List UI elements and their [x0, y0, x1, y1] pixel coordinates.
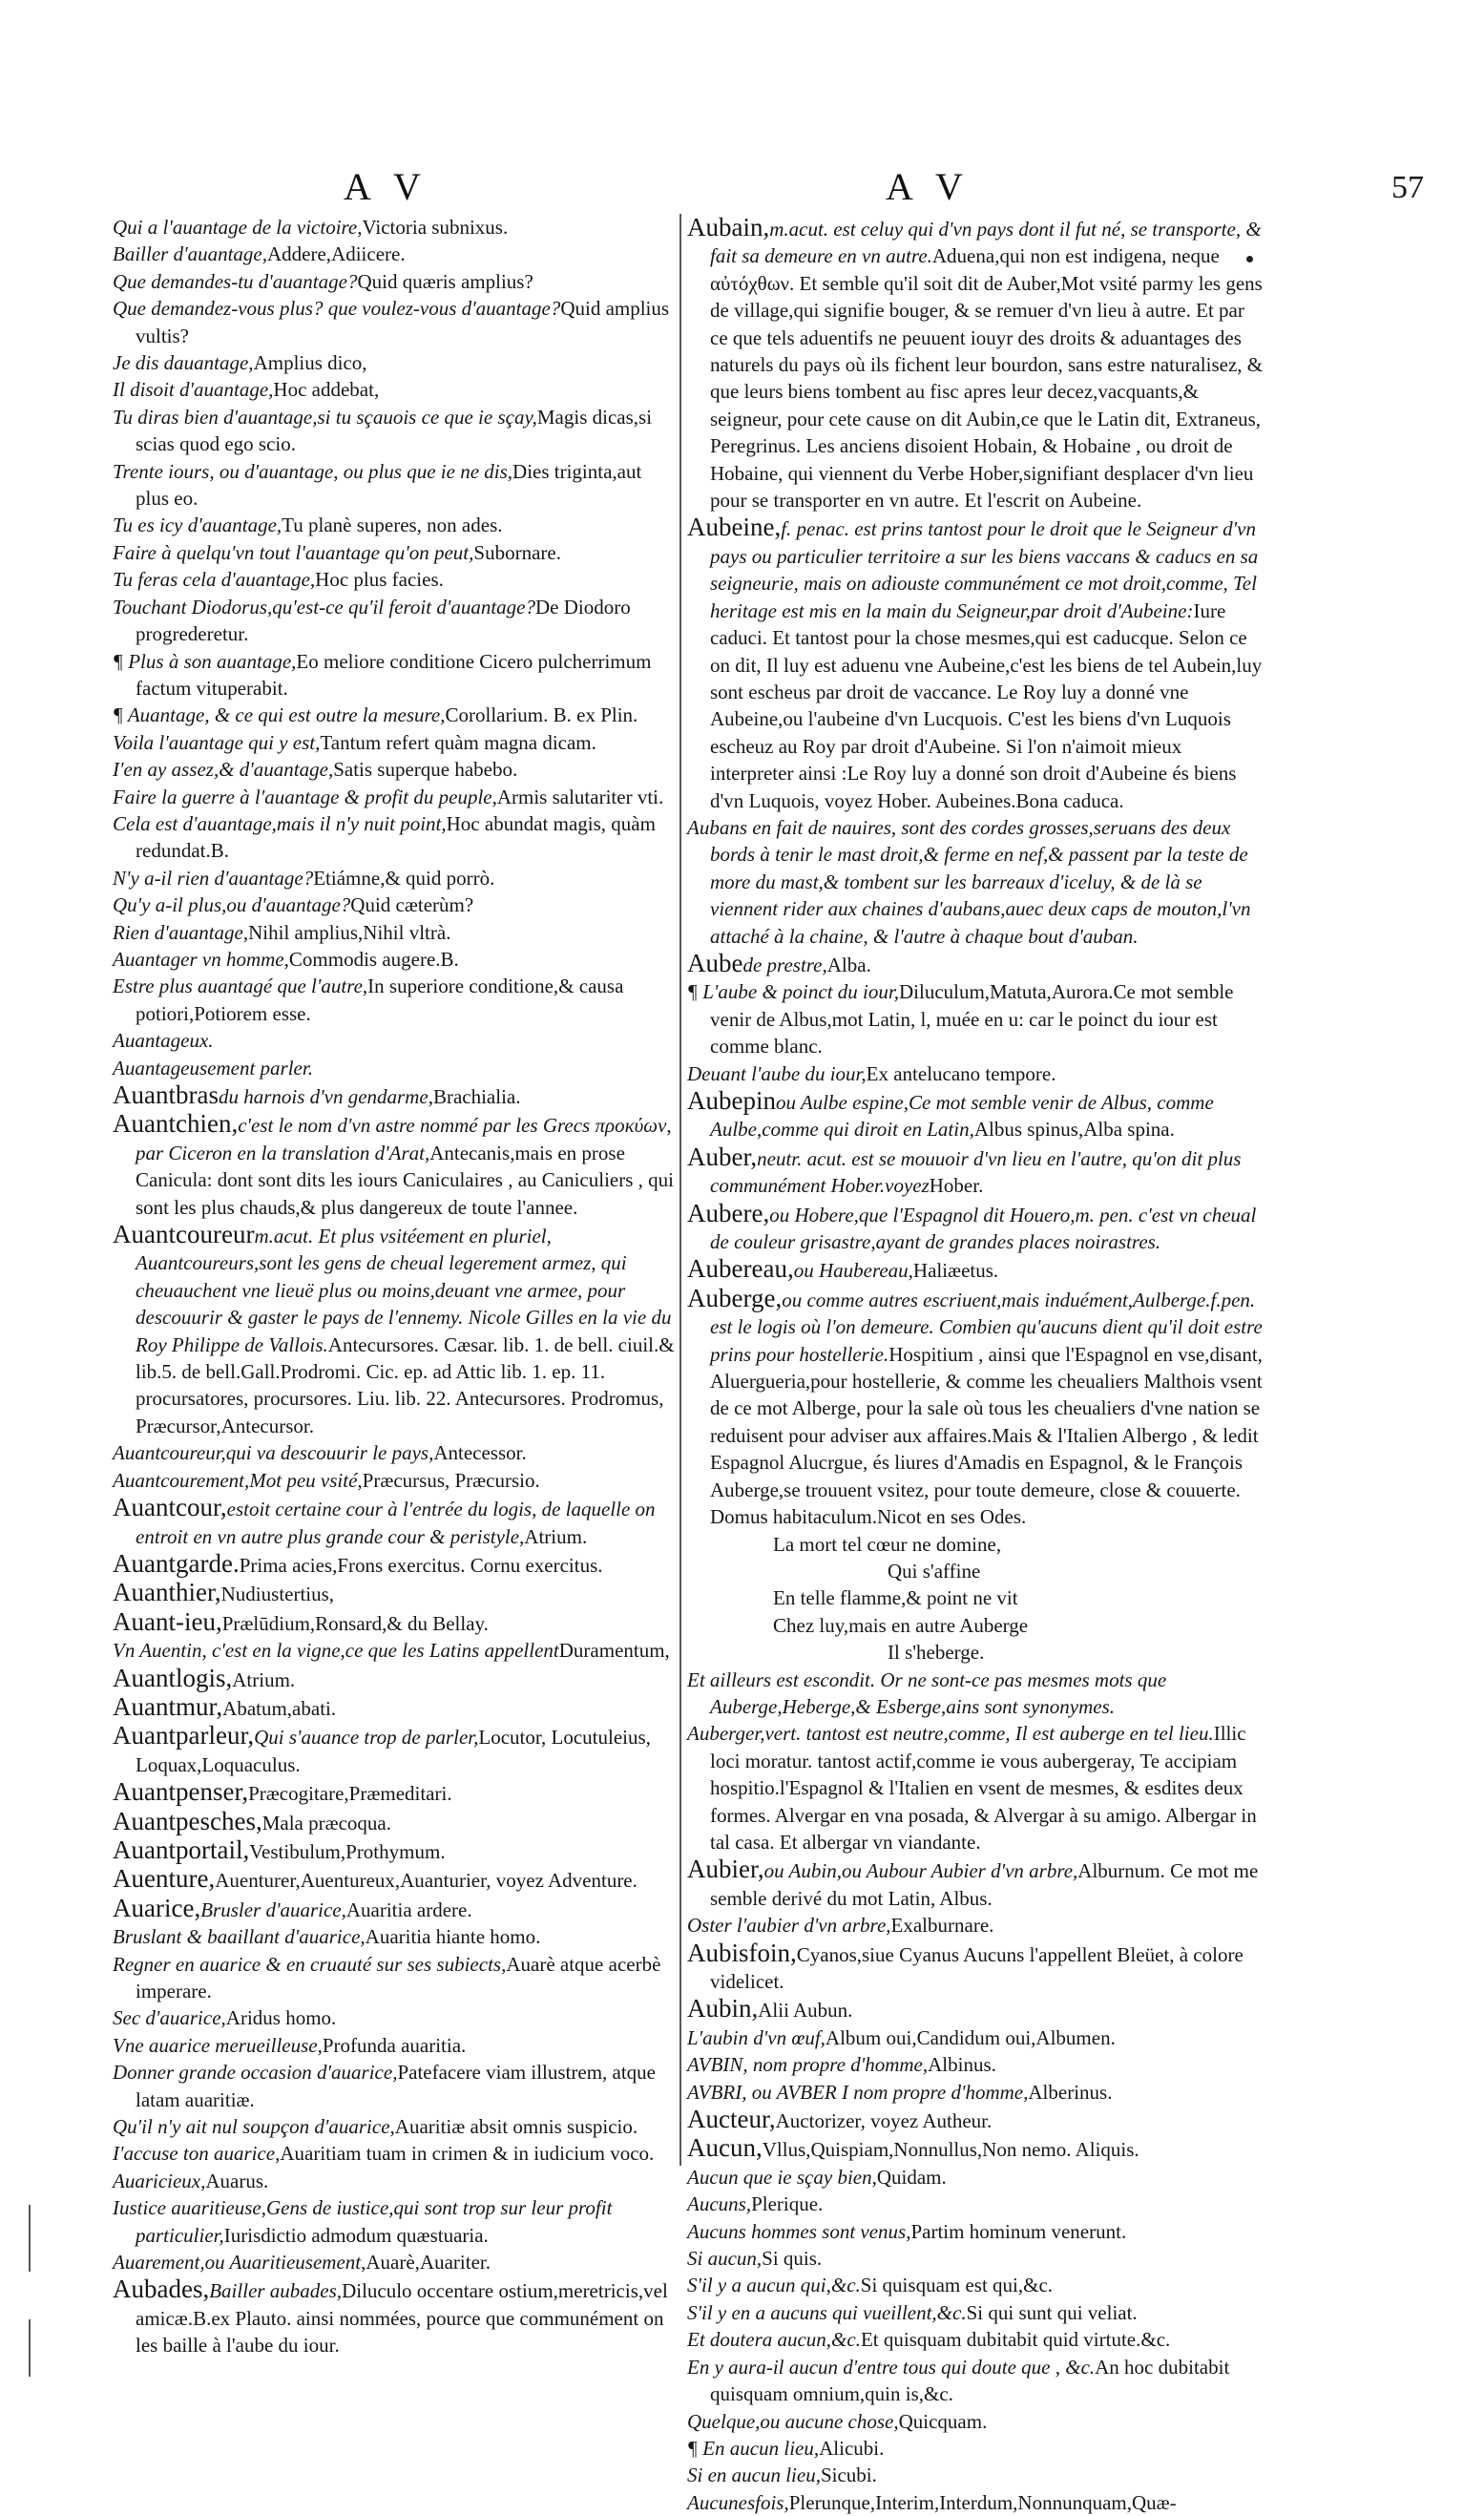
french-gloss: Estre plus auantagé que l'autre,: [113, 975, 368, 998]
dictionary-entry: [113, 2275, 678, 2359]
latin-gloss: Atrium.: [524, 1524, 588, 1548]
french-gloss: I'accuse ton auarice,: [113, 2142, 281, 2166]
french-gloss: Auantcoureur,qui va descouurir le pays,: [113, 1441, 434, 1465]
latin-gloss: Prima acies,Frons exercitus. Cornu exercitus.: [239, 1553, 603, 1577]
dictionary-entry: [687, 2024, 1265, 2051]
french-gloss: Et ailleurs est escondit. Or ne sont-ce pas mesmes mots que Auberge,Heberge,& Esberge,ains sont synonymes.: [687, 1667, 1167, 1718]
dictionary-entry: [113, 349, 678, 376]
headword: Auantcour,: [113, 1493, 227, 1522]
latin-gloss: An hoc dubitabit quisquam omnium,quin is,&c.: [710, 2355, 1230, 2406]
french-gloss: ¶ Auantage, & ce qui est outre la mesure,: [113, 703, 446, 727]
dictionary-entry: [687, 2051, 1265, 2078]
french-gloss: Auantageux.: [113, 1029, 214, 1053]
latin-gloss: Quidam.: [876, 2165, 947, 2189]
french-gloss: Que demandes-tu d'auantage?: [113, 269, 358, 293]
french-gloss: Tu es icy d'auantage,: [113, 514, 282, 537]
latin-gloss: Nudiustertius,: [220, 1583, 335, 1606]
dictionary-entry: [113, 1579, 678, 1607]
french-gloss: ou comme autres escriuent,mais induément,Aulberge.f.pen. est le logis où l'on demeure. Combien qu'aucuns dient qu'il doit estre prins pour hostellerie.: [710, 1288, 1263, 1366]
latin-gloss: De Diodoro progrederetur.: [136, 595, 631, 646]
dictionary-entry: [687, 2106, 1265, 2134]
latin-gloss: Satis superque habebo.: [333, 758, 518, 782]
french-gloss: Oster l'aubier d'vn arbre,: [687, 1914, 891, 1938]
dictionary-entry: [687, 2191, 1265, 2217]
latin-gloss: Auarè,Auariter.: [366, 2251, 491, 2275]
french-gloss: ou Aubin,ou Aubour Aubier d'vn arbre,: [763, 1859, 1078, 1883]
french-gloss: Il disoit d'auantage,: [113, 378, 274, 402]
dictionary-entry: [113, 1221, 678, 1439]
latin-gloss: Hoc abundat magis, quàm redundat.B.: [136, 811, 656, 863]
french-gloss: Qui s'auance trop de parler,: [254, 1726, 479, 1750]
dictionary-entry: [687, 1285, 1265, 1531]
latin-gloss: Si quisquam est qui,&c.: [860, 2274, 1054, 2297]
latin-gloss: Vllus,Quispiam,Nonnullus,Non nemo. Aliquis.: [762, 2138, 1139, 2162]
latin-gloss: Armis salutariter vti.: [496, 785, 664, 808]
dictionary-entry: [687, 1995, 1265, 2023]
headword: Auantgarde.: [113, 1548, 240, 1578]
dictionary-entry: [687, 1856, 1265, 1912]
dictionary-entry: [113, 1665, 678, 1693]
headword: Auarice,: [113, 1893, 201, 1922]
left-column: [113, 214, 678, 2359]
french-gloss: Et doutera aucun,&c.: [687, 2328, 861, 2352]
french-gloss: Regner en auarice & en cruauté sur ses subiects,: [113, 1952, 507, 1976]
latin-gloss: Hoc plus facies.: [315, 568, 444, 592]
dictionary-entry: [113, 241, 678, 267]
french-gloss: I'en ay assez,& d'auantage,: [113, 758, 334, 782]
headword: Aubere,: [687, 1198, 770, 1227]
dictionary-entry: [687, 2245, 1265, 2272]
french-gloss: Tu feras cela d'auantage,: [113, 568, 316, 592]
headword: Auberge,: [687, 1283, 783, 1312]
dictionary-entry: [113, 756, 678, 783]
french-gloss: AVBIN, nom propre d'homme,: [687, 2053, 929, 2077]
headword: Aubades,: [113, 2275, 210, 2304]
french-gloss: Deuant l'aube du iour,: [687, 1061, 867, 1085]
dictionary-entry: [687, 1060, 1265, 1087]
latin-gloss: Auctorizer, voyez Autheur.: [775, 2109, 993, 2133]
dictionary-entry: [113, 1081, 678, 1110]
french-gloss: Aucuns hommes sont venus,: [687, 2219, 911, 2243]
dictionary-entry: [687, 2326, 1265, 2353]
latin-gloss: Præcursus, Præcursio.: [362, 1468, 540, 1492]
french-gloss: Iustice auaritieuse,Gens de iustice,qui sont trop sur leur profit particulier,: [113, 2196, 613, 2247]
latin-gloss: Victoria subnixus.: [362, 216, 509, 239]
dictionary-entry: [113, 2140, 678, 2167]
latin-gloss: Aridus homo.: [225, 2006, 337, 2030]
french-gloss: Faire la guerre à l'auantage & profit du peuple,: [113, 785, 497, 808]
headword: Auantcoureur: [113, 1220, 255, 1249]
headword: Auantbras: [113, 1080, 219, 1109]
headword: Auber,: [687, 1142, 758, 1171]
latin-gloss: Atrium.: [232, 1667, 296, 1691]
french-gloss: Aucuns,: [687, 2192, 752, 2216]
column-divider: [679, 214, 681, 2166]
french-gloss: neutr. acut. est se mouuoir d'vn lieu en l'autre, qu'on dit plus communément Hober.voyez: [710, 1146, 1242, 1198]
dictionary-entry: [687, 214, 1265, 514]
latin-gloss: Abatum,abati.: [222, 1696, 337, 1720]
french-gloss: Vne auarice merueilleuse,: [113, 2033, 323, 2057]
dictionary-entry: [113, 1693, 678, 1722]
dictionary-entry: [687, 2134, 1265, 2163]
latin-gloss: Prælūdium,Ronsard,& du Bellay.: [221, 1611, 489, 1635]
french-gloss: Faire à quelqu'vn tout l'auantage qu'on peut,: [113, 540, 474, 564]
dictionary-entry: [113, 594, 678, 648]
latin-gloss: Nihil amplius,Nihil vltrà.: [248, 920, 451, 944]
headword: Auantportail,: [113, 1835, 250, 1864]
latin-gloss: Alburnum. Ce mot me semble derivé du mot Latin, Albus.: [710, 1859, 1259, 1910]
latin-gloss: Brachialia.: [432, 1085, 521, 1108]
latin-gloss: Album oui,Candidum oui,Albumen.: [825, 2025, 1116, 2049]
dictionary-entry: [113, 1494, 678, 1550]
latin-gloss: Mala præcoqua.: [261, 1811, 391, 1835]
latin-gloss: Quid quæris amplius?: [357, 269, 533, 293]
headword: Auantchien,: [113, 1109, 239, 1139]
headword: Aubin,: [687, 1994, 759, 2023]
french-gloss: Trente iours, ou d'auantage, ou plus que ie ne dis,: [113, 459, 513, 483]
latin-gloss: Auaritiæ absit omnis suspicio.: [394, 2115, 638, 2139]
french-gloss: f. penac. est prins tantost pour le droit que le Seigneur d'vn pays ou particulier territoire a sur les biens vaccans & caducs en sa seigneurie, mais on adiouste communément ce mot droit,comme, Tel heritage est mis en la main du Seigneur,par droit d'Aubeine:: [710, 517, 1259, 622]
latin-gloss: In superiore conditione,& causa potiori,Potiorem esse.: [136, 975, 624, 1025]
dictionary-entry: [113, 891, 678, 918]
dictionary-entry: [687, 2272, 1265, 2298]
headword: Aucteur,: [687, 2105, 776, 2134]
dictionary-entry: [113, 2032, 678, 2059]
french-gloss: ou Aulbe espine,Ce mot semble venir de Albus, comme Aulbe,comme qui diroit en Latin,: [710, 1091, 1214, 1142]
dictionary-entry: [687, 2299, 1265, 2326]
french-gloss: estoit certaine cour à l'entrée du logis, de laquelle on entroit en vn autre plus grande cour & peristyle,: [136, 1498, 656, 1548]
dictionary-entry: [113, 539, 678, 566]
french-gloss: Sec d'auarice,: [113, 2006, 226, 2030]
latin-gloss: Auenturer,Auentureux,Auanturier, voyez Adventure.: [215, 1869, 637, 1893]
dictionary-entry: [113, 1923, 678, 1950]
latin-gloss: Auarus.: [205, 2169, 269, 2192]
dictionary-entry: [113, 729, 678, 756]
headword: Aubeine,: [687, 513, 782, 542]
dictionary-entry: [687, 514, 1265, 813]
dictionary-entry: [113, 1055, 678, 1081]
french-gloss: ou Hobere,que l'Espagnol dit Houero,m. pen. c'est vn cheual de couleur grisastre,ayant de grandes places noirastres.: [710, 1203, 1257, 1254]
latin-gloss: Alii Aubun.: [758, 1999, 853, 2023]
french-gloss: Auarement,ou Auaritieusement,: [113, 2251, 366, 2275]
latin-gloss: Locutor, Locutuleius, Loquax,Loquaculus.: [136, 1726, 651, 1776]
dictionary-entry: [113, 2004, 678, 2031]
french-gloss: Bailler aubades,: [209, 2279, 343, 2303]
dictionary-entry: [687, 814, 1265, 950]
dictionary-entry: [687, 2079, 1265, 2106]
french-gloss: Je dis dauantage,: [113, 351, 254, 375]
headword: Auant-ieu,: [113, 1606, 222, 1636]
french-gloss: Aucun que ie sçay bien,: [687, 2165, 877, 2189]
latin-gloss: Plerique.: [751, 2192, 824, 2216]
french-gloss: Tu diras bien d'auantage,si tu sçauois ce que ie sçay,: [113, 405, 537, 429]
dictionary-entry: [687, 1255, 1265, 1284]
latin-gloss: Corollarium. B. ex Plin.: [445, 703, 638, 727]
dictionary-entry: [113, 648, 678, 702]
french-gloss: AVBRI, ou AVBER I nom propre d'homme,: [687, 2080, 1029, 2104]
french-gloss: de prestre,: [742, 953, 827, 976]
latin-gloss: Iure caduci. Et tantost pour la chose mesmes,qui est caducque. Selon ce on dit, Il luy est aduenu vne Aubeine,c'est les biens de tel Aubein,luy sont escheus par droit de vaccance. Le Roy luy a donné vne Aubeine,ou l'aubeine d'vn Lucquois. C'est les biens d'vn Luquois escheuz au Roy par droit d'Aubeine. Si l'on n'aimoit mieux interpreter ainsi :Le Roy luy a donné son droit d'Aubeine és biens d'vn Luquois, voyez Hober. Aubeines.Bona caduca.: [710, 598, 1263, 812]
french-gloss: Auantageusement parler.: [113, 1056, 313, 1080]
latin-gloss: Profunda auaritia.: [322, 2033, 467, 2057]
dictionary-entry: [113, 1951, 678, 2005]
right-running-head: A V: [886, 165, 971, 208]
french-gloss: Cela est d'auantage,mais il n'y nuit point,: [113, 811, 447, 835]
latin-gloss: Tu planè superes, non ades.: [282, 514, 503, 537]
dictionary-entry: [113, 1027, 678, 1054]
latin-gloss: Sicubi.: [820, 2464, 877, 2487]
dictionary-entry: [113, 1836, 678, 1865]
latin-gloss: Alba.: [826, 953, 871, 976]
dictionary-entry: [113, 458, 678, 513]
french-gloss: En y aura-il aucun d'entre tous qui doute que , &c.: [687, 2355, 1096, 2379]
latin-gloss: Ex antelucano tempore.: [866, 1061, 1056, 1085]
french-gloss: S'il y a aucun qui,&c.: [687, 2274, 861, 2297]
french-gloss: ¶ En aucun lieu,: [687, 2436, 820, 2460]
dictionary-entry: [113, 295, 678, 349]
latin-gloss: Eo meliore conditione Cicero pulcherrimum factum vituperabit.: [136, 649, 652, 700]
headword: Aubisfoin,: [687, 1938, 797, 1967]
latin-gloss: Alicubi.: [819, 2436, 885, 2460]
latin-gloss: Plerunque,Interim,Interdum,Nonnunquam,Quæ-: [788, 2490, 1177, 2514]
dictionary-entry: [687, 2218, 1265, 2245]
latin-gloss: Hober.: [929, 1174, 984, 1198]
dictionary-entry: [113, 1637, 678, 1664]
french-gloss: Si en aucun lieu,: [687, 2464, 821, 2487]
dictionary-entry: [113, 702, 678, 728]
latin-gloss: Magis dicas,si scias quod ego scio.: [136, 405, 653, 456]
headword: Aucun,: [687, 2133, 763, 2163]
dictionary-entry: [687, 2408, 1265, 2435]
dictionary-entry: [113, 512, 678, 538]
headword: Auanthier,: [113, 1578, 221, 1607]
french-gloss: Aubans en fait de nauires, sont des cordes grosses,seruans des deux bords à tenir le mast droit,& ferme en nef,& passent par la teste de more du mast,& tombent sur les barreaux d'iceluy, & de là se viennent rider aux chaines d'aubans,auec deux caps de mouton,l'vn attaché à la chaine, & l'autre à chaque bout d'auban.: [687, 815, 1251, 948]
dictionary-entry: [113, 1110, 678, 1221]
dictionary-entry: [113, 268, 678, 295]
latin-gloss: Quid amplius vultis?: [136, 297, 670, 347]
french-gloss: Donner grande occasion d'auarice,: [113, 2061, 398, 2085]
latin-gloss: Dies triginta,aut plus eo.: [136, 459, 642, 511]
latin-gloss: Antecursores. Cæsar. lib. 1. de bell. ciuil.& lib.5. de bell.Gall.Prodromi. Cic. ep. ad Attic lib. 1. ep. 11. procursatores, procursores. Liu. lib. 22. Antecursores. Prodromus, Præcursor,Antecursor.: [136, 1332, 675, 1437]
margin-mark: [29, 2319, 31, 2377]
verse-line: Qui s'affine: [888, 1559, 981, 1583]
dictionary-entry: [687, 2462, 1265, 2488]
dictionary-entry: [113, 946, 678, 973]
latin-gloss: Partim hominum venerunt.: [910, 2219, 1127, 2243]
french-gloss: c'est le nom d'vn astre nommé par les Grecs προκύων, par Ciceron en la translation d'Arat,: [136, 1114, 672, 1164]
latin-gloss: Etiámne,& quid porrò.: [313, 866, 495, 890]
french-gloss: Auberger,vert. tantost est neutre,comme, Il est auberge en tel lieu.: [687, 1722, 1214, 1746]
headword: Auantparleur,: [113, 1721, 255, 1751]
verse-line: Il s'heberge.: [888, 1641, 985, 1665]
dictionary-entry: [113, 404, 678, 458]
french-gloss: S'il y en a aucuns qui vueillent,&c.: [687, 2300, 967, 2324]
latin-gloss: Vestibulum,Prothymum.: [249, 1839, 446, 1863]
right-column: [687, 214, 1265, 2516]
dictionary-entry: [113, 865, 678, 891]
dictionary-entry: [687, 1939, 1265, 1996]
headword: Aubepin: [687, 1086, 776, 1115]
french-gloss: Brusler d'auarice,: [200, 1897, 346, 1921]
latin-gloss: Auaritia hiante homo.: [365, 1925, 541, 1949]
dictionary-entry: [687, 2164, 1265, 2191]
latin-gloss: Amplius dico,: [253, 351, 367, 375]
verse-line: La mort tel cœur ne domine,: [773, 1532, 1002, 1556]
french-gloss: Auaricieux,: [113, 2169, 206, 2192]
dictionary-entry: [113, 1778, 678, 1807]
headword: Auantpesches,: [113, 1806, 262, 1835]
dictionary-entry: [113, 2113, 678, 2140]
dictionary-entry: [687, 1720, 1265, 1856]
headword: Aubereau,: [687, 1254, 794, 1284]
dictionary-entry: [687, 1912, 1265, 1939]
french-gloss: Bailler d'auantage,: [113, 242, 267, 266]
dictionary-entry: [113, 1808, 678, 1836]
dictionary-entry: [113, 1722, 678, 1778]
french-gloss: Si aucun,: [687, 2247, 763, 2271]
latin-gloss: Cyanos,siue Cyanus Aucuns l'appellent Bleüet, à colore videlicet.: [710, 1942, 1244, 1993]
dictionary-entry: [113, 919, 678, 946]
french-gloss: Voila l'auantage qui y est,: [113, 730, 321, 754]
latin-gloss: Alberinus.: [1028, 2080, 1113, 2104]
dictionary-entry: [113, 2168, 678, 2194]
latin-gloss: Subornare.: [473, 540, 561, 564]
french-gloss: Auantager vn homme,: [113, 947, 289, 971]
headword: Aubain,: [687, 213, 770, 241]
latin-gloss: Illic loci moratur. tantost actif,comme ie vous aubergeray, Te accipiam hospitio.l'Espagnol & l'Italien en vsent de mesmes, & esdites deux formes. Alvergar en vna posada, & Alvergar à su amigo. Albergar in tal casa. Et albergar vn viandante.: [710, 1722, 1257, 1854]
french-gloss: ¶ L'aube & poinct du iour,: [687, 980, 899, 1004]
dictionary-entry: [687, 1200, 1265, 1256]
french-gloss: Qu'il n'y ait nul soupçon d'auarice,: [113, 2115, 395, 2139]
french-gloss: Vn Auentin, c'est en la vigne,ce que les Latins appellent: [113, 1639, 559, 1663]
latin-gloss: Tantum refert quàm magna dicam.: [320, 730, 596, 754]
french-gloss: Que demandez-vous plus? que voulez-vous d'auantage?: [113, 297, 561, 321]
latin-gloss: Diluculum,Matuta,Aurora.Ce mot semble venir de Albus,mot Latin, l, muée en u: car le poinct du iour est comme blanc.: [710, 980, 1234, 1059]
french-gloss: m.acut. est celuy qui d'vn pays dont il fut né, se transporte, & fait sa demeure en vn autre.: [710, 218, 1262, 268]
dictionary-entry: [687, 2435, 1265, 2462]
latin-gloss: Auaritia ardere.: [345, 1897, 472, 1921]
latin-gloss: Hospitium , ainsi que l'Espagnol en vse,disant, Aluergueria,pour hostellerie, & comme les cheualiers Malthois vsent de ce mot Alberge, pour la sale où tous les cheualiers d'vne nation se reduisent pour adviser aux affaires.Mais & l'Italien Albergo , & ledit Espagnol Alucrgue, és liures d'Amadis en Espagnol, & le François Auberge,se trouuent vsitez, pour toute demeure, close & couuerte. Domus habitaculum.Nicot en ses Odes.: [710, 1342, 1263, 1529]
french-gloss: N'y a-il rien d'auantage?: [113, 866, 314, 890]
verse-line: Chez luy,mais en autre Auberge: [773, 1613, 1029, 1637]
dictionary-entry: [113, 1895, 678, 1923]
latin-gloss: Patefacere viam illustrem, atque latam auaritiæ.: [136, 2061, 657, 2111]
latin-gloss: Albus spinus,Alba spina.: [973, 1118, 1175, 1142]
latin-gloss: Quid cæterùm?: [350, 893, 474, 917]
french-gloss: Rien d'auantage,: [113, 920, 249, 944]
dictionary-entry: [113, 566, 678, 593]
french-gloss: ou Haubereau,: [793, 1259, 913, 1283]
dictionary-entry: [113, 784, 678, 810]
dictionary-entry: [687, 950, 1265, 978]
left-running-head: A V: [344, 165, 428, 208]
french-gloss: ¶ Plus à son auantage,: [113, 649, 297, 673]
latin-gloss: Iurisdictio admodum quæstuaria.: [223, 2223, 489, 2247]
dictionary-entry: [687, 2489, 1265, 2516]
dictionary-entry: [687, 1667, 1265, 1721]
french-gloss: m.acut. Et plus vsitéement en pluriel, Auantcoureurs,sont les gens de cheual legerement armez, qui cheuauchent vne lieuë plus ou moins,deuant vne armee, pour descouurir & gaster le pays de l'ennemy. Nicole Gilles en la vie du Roy Philippe de Vallois.: [136, 1225, 672, 1356]
french-gloss: Touchant Diodorus,qu'est-ce qu'il feroit d'auantage?: [113, 595, 535, 619]
french-gloss: Bruslant & baaillant d'auarice,: [113, 1925, 366, 1949]
headword: Auantlogis,: [113, 1663, 233, 1692]
dictionary-entry: [113, 810, 678, 865]
dictionary-entry: [113, 1467, 678, 1494]
latin-gloss: Quicquam.: [898, 2409, 988, 2433]
headword: Auantmur,: [113, 1691, 223, 1721]
latin-gloss: Aduena,qui non est indigena, neque αὐτόχθων. Et semble qu'il soit dit de Auber,Mot vsité parmy les gens de village,qui signifie bouger, & se remuer d'vn lieu à autre. Et par ce que tels aduentifs ne peuuent iouyr des droits & aduantages des naturels du pays où ils fichent leur bourdon, sans estre naturalisez, & que leurs biens tombent au fisc apres leur decez,vacquants,& seigneur, pour cete cause on dit Aubin,ce que le Latin dit, Extraneus, Peregrinus. Les anciens disoient Hobain, & Hobaine , ou droit de Hobaine, qui viennent du Verbe Hober,signifiant desplacer d'vn lieu pour se transporter en vn autre. Et l'escrit on Aubeine.: [710, 244, 1264, 513]
french-gloss: Aucunesfois,: [687, 2490, 789, 2514]
dictionary-entry: [687, 978, 1265, 1059]
dictionary-entry: [113, 2059, 678, 2113]
page-number: 57: [1391, 170, 1424, 205]
margin-mark: [29, 2205, 31, 2272]
french-gloss: Qu'y a-il plus,ou d'auantage?: [113, 893, 351, 917]
latin-gloss: Addere,Adiicere.: [266, 242, 406, 266]
headword: Aube: [687, 948, 743, 977]
latin-gloss: Auarè atque acerbè imperare.: [136, 1952, 661, 2002]
verse-line: En telle flamme,& point ne vit: [773, 1586, 1018, 1610]
french-gloss: Quelque,ou aucune chose,: [687, 2409, 899, 2433]
dictionary-entry: [113, 376, 678, 403]
latin-gloss: Haliæetus.: [912, 1259, 999, 1283]
latin-gloss: Antecanis,mais en prose Canicula: dont sont dits les iours Caniculaires , au Caniculiers , qui sont les plus chauds,& plus dangereux de toute l'annee.: [136, 1141, 674, 1219]
french-gloss: Auantcourement,Mot peu vsité,: [113, 1468, 363, 1492]
latin-gloss: Si qui sunt qui veliat.: [966, 2300, 1138, 2324]
headword: Aubier,: [687, 1855, 764, 1884]
latin-gloss: Commodis augere.B.: [288, 947, 459, 971]
dictionary-entry: [113, 2194, 678, 2249]
dictionary-entry: [687, 1143, 1265, 1200]
latin-gloss: Exalburnare.: [890, 1914, 994, 1938]
latin-gloss: Si quis.: [762, 2247, 823, 2271]
dictionary-entry: [113, 214, 678, 241]
headword: Auenture,: [113, 1864, 216, 1894]
dictionary-entry: [113, 2249, 678, 2275]
dictionary-entry: [113, 1439, 678, 1466]
french-gloss: du harnois d'vn gendarme,: [218, 1085, 433, 1108]
dictionary-entry: [113, 973, 678, 1027]
latin-gloss: Præcogitare,Præmeditari.: [248, 1782, 452, 1806]
latin-gloss: Hoc addebat,: [273, 378, 380, 402]
french-gloss: Qui a l'auantage de la victoire,: [113, 216, 363, 239]
latin-gloss: Antecessor.: [433, 1441, 527, 1465]
dictionary-entry: [113, 1550, 678, 1579]
latin-gloss: Duramentum,: [558, 1639, 670, 1663]
latin-gloss: Albinus.: [928, 2053, 996, 2077]
latin-gloss: Diluculo occentare ostium,meretricis,vel amicæ.B.ex Plauto. ainsi nommées, pource que communément on les baille à l'aube du iour.: [136, 2279, 668, 2358]
dictionary-entry: [113, 1865, 678, 1894]
dictionary-entry: [687, 1087, 1265, 1143]
dictionary-entry: [113, 1608, 678, 1637]
latin-gloss: Auaritiam tuam in crimen & in iudicium voco.: [280, 2142, 655, 2166]
headword: Auantpenser,: [113, 1777, 249, 1807]
dictionary-entry: [687, 2354, 1265, 2408]
latin-gloss: Et quisquam dubitabit quid virtute.&c.: [860, 2328, 1171, 2352]
french-gloss: L'aubin d'vn œuf,: [687, 2025, 826, 2049]
